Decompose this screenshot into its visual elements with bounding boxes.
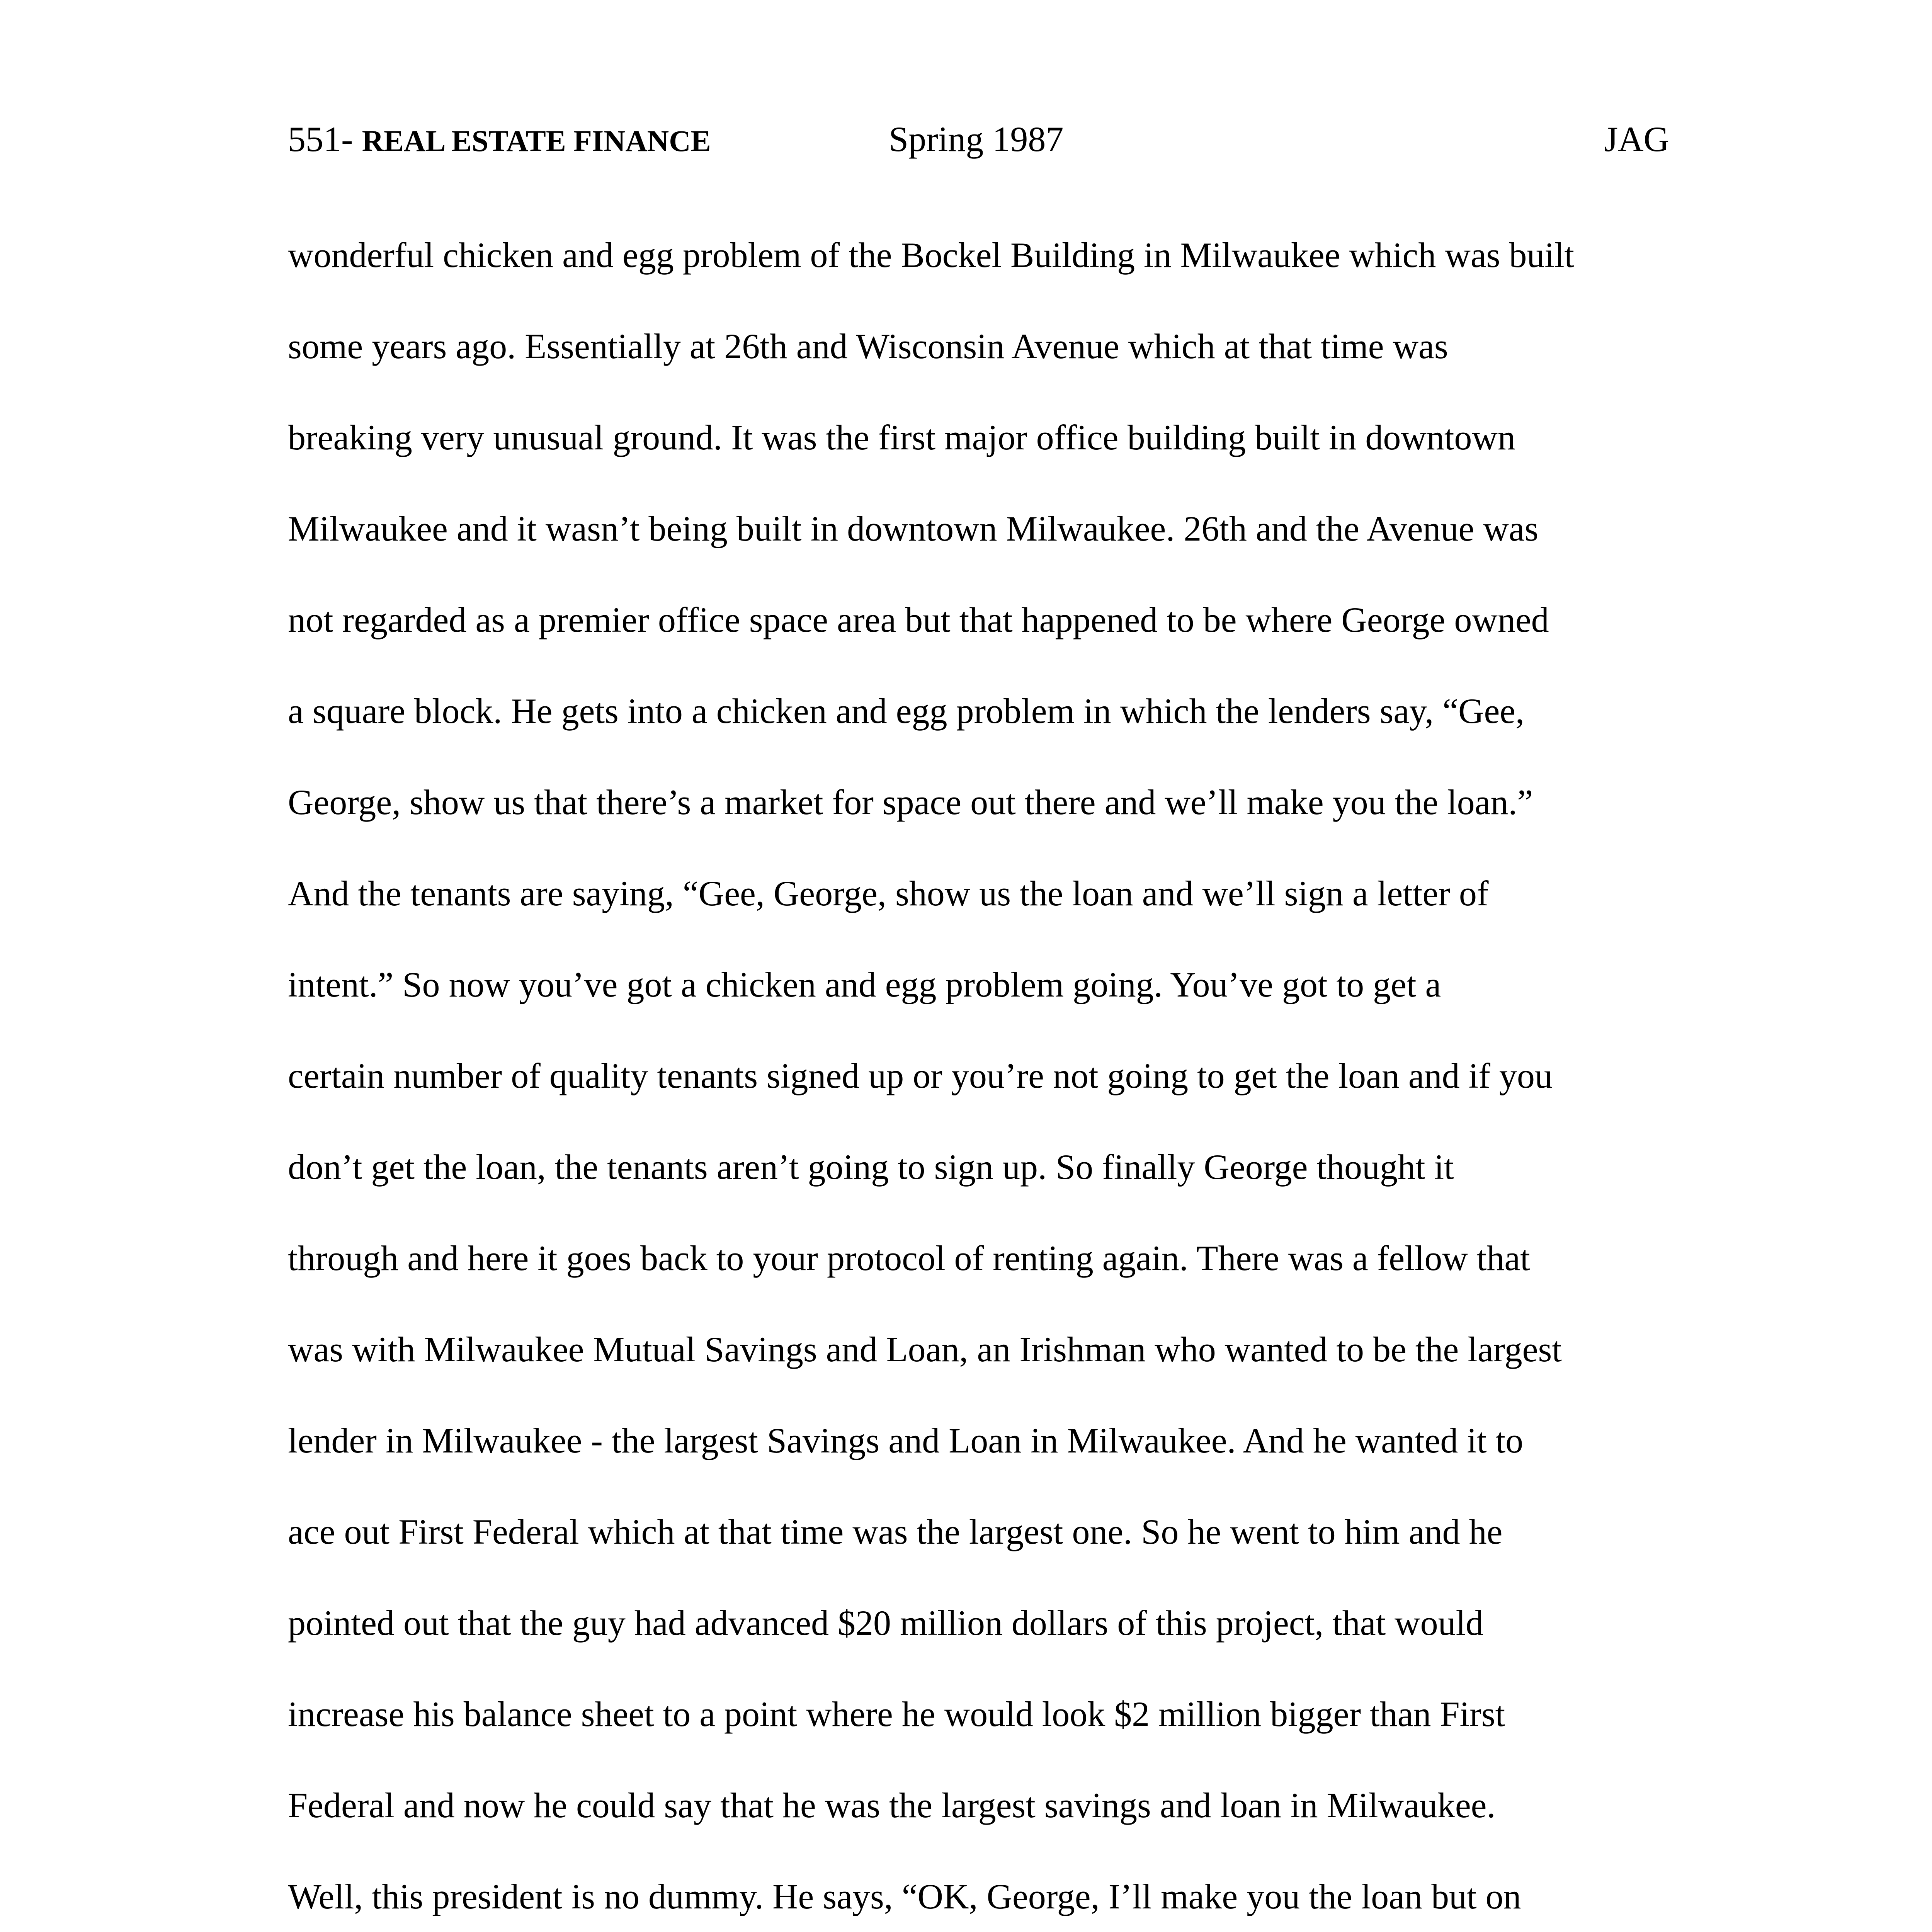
text-line: pointed out that the guy had advanced $20 million dollars of this project, that would — [288, 1603, 1484, 1643]
text-line: through and here it goes back to your protocol of renting again. There was a fellow that — [288, 1238, 1530, 1278]
transcript-body — [288, 232, 1673, 1932]
text-line: don’t get the loan, the tenants aren’t going to sign up. So finally George thought it — [288, 1147, 1454, 1187]
text-line: intent.” So now you’ve got a chicken and egg problem going. You’ve got to get a — [288, 965, 1441, 1004]
text-line: certain number of quality tenants signed up or you’re not going to get the loan and if you — [288, 1056, 1553, 1095]
text-line: Well, this president is no dummy. He says, “OK, George, I’ll make you the loan but on — [288, 1877, 1521, 1916]
text-line: increase his balance sheet to a point where he would look $2 million bigger than First — [288, 1694, 1505, 1734]
course-number: 551- — [288, 119, 353, 159]
text-line: was with Milwaukee Mutual Savings and Loan, an Irishman who wanted to be the largest — [288, 1330, 1562, 1369]
text-line: Federal and now he could say that he was the largest savings and loan in Milwaukee. — [288, 1786, 1496, 1825]
page-header — [288, 116, 1669, 162]
course-heading — [288, 116, 711, 164]
text-line: Milwaukee and it wasn’t being built in downtown Milwaukee. 26th and the Avenue was — [288, 509, 1539, 548]
text-line: And the tenants are saying, “Gee, George, show us the loan and we’ll sign a letter of — [288, 874, 1489, 913]
text-line: lender in Milwaukee - the largest Savings and Loan in Milwaukee. And he wanted it to — [288, 1421, 1524, 1460]
term-label: Spring 1987 — [889, 119, 1064, 159]
text-line: some years ago. Essentially at 26th and Wisconsin Avenue which at that time was — [288, 327, 1448, 366]
author-initials: JAG — [1604, 119, 1669, 159]
course-title: REAL ESTATE FINANCE — [362, 124, 711, 158]
text-line: a square block. He gets into a chicken and egg problem in which the lenders say, “Gee, — [288, 691, 1525, 731]
text-line: breaking very unusual ground. It was the first major office building built in downtown — [288, 418, 1515, 457]
text-line: George, show us that there’s a market for space out there and we’ll make you the loan.” — [288, 782, 1533, 822]
text-line: ace out First Federal which at that time was the largest one. So he went to him and he — [288, 1512, 1503, 1551]
text-line: not regarded as a premier office space area but that happened to be where George owned — [288, 600, 1549, 639]
text-line: wonderful chicken and egg problem of the Bockel Building in Milwaukee which was built — [288, 235, 1575, 275]
